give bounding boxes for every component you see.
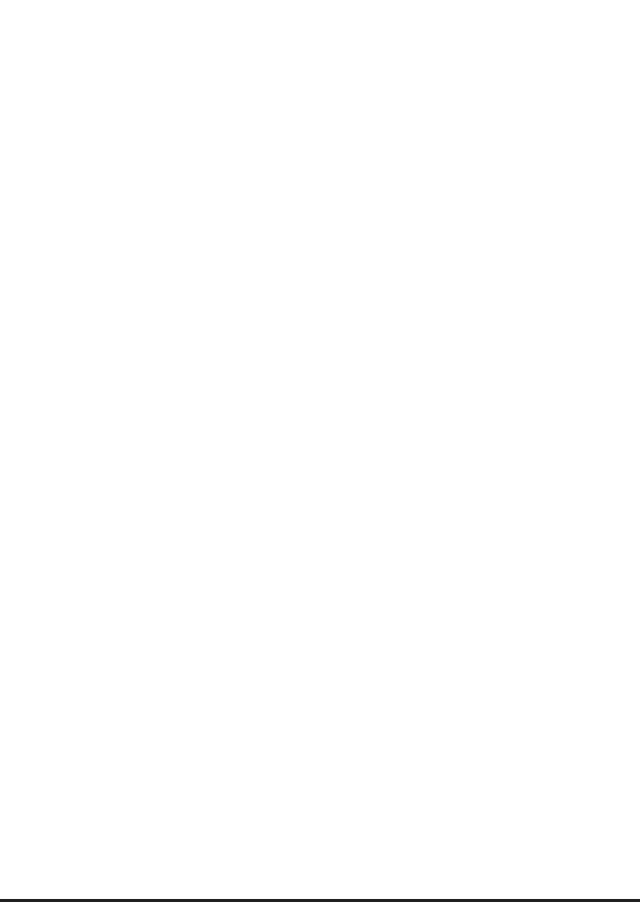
document-body <box>95 62 615 90</box>
page-bottom-edge <box>0 899 640 902</box>
